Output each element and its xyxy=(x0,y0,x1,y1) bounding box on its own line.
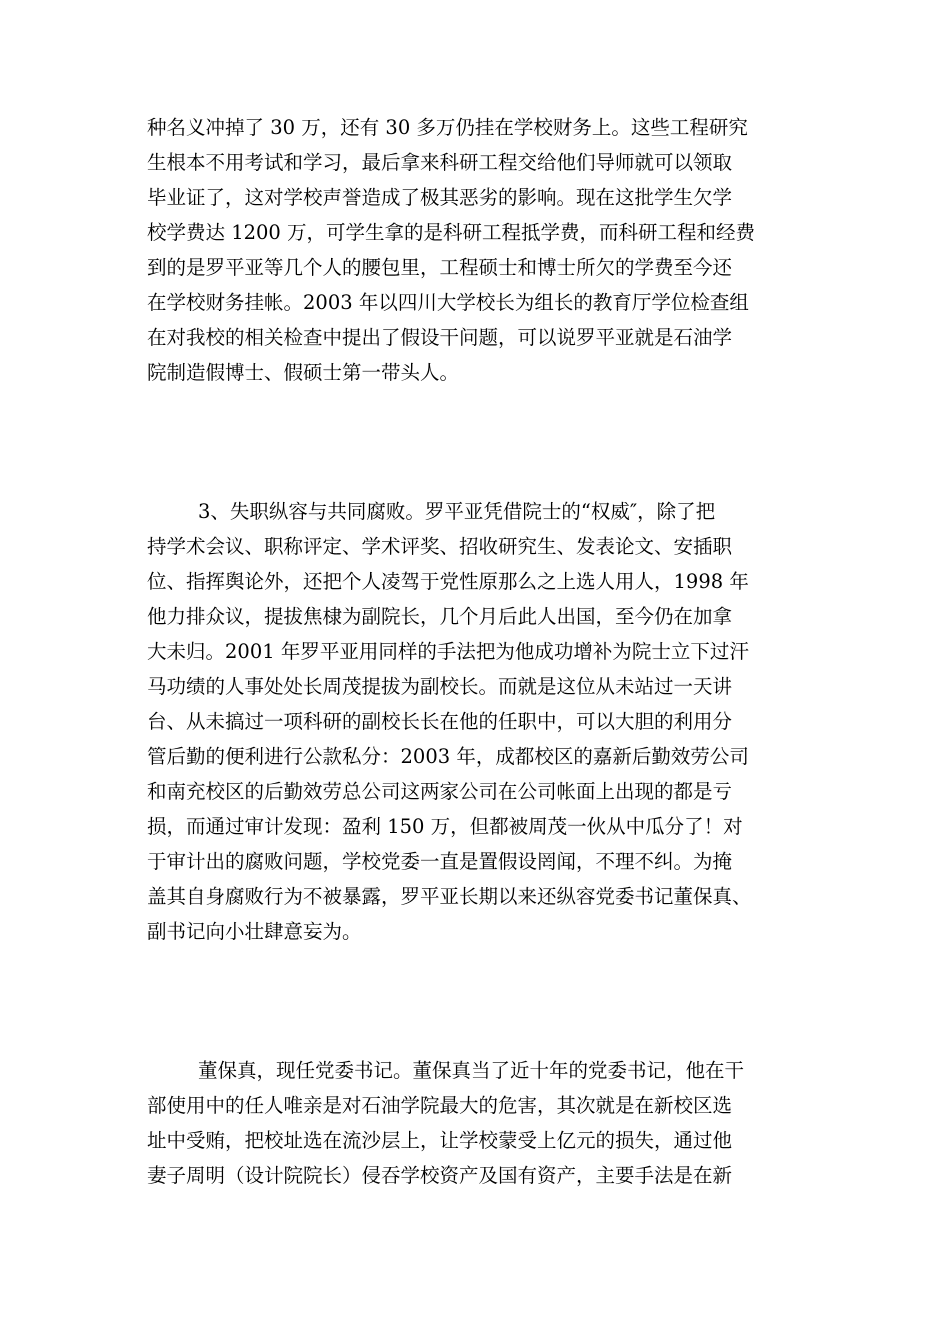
text-line: 损，而通过审计发现：盈利 150 万，但都被周茂一伙从中瓜分了！对 xyxy=(147,815,743,838)
text-line: 大未归。2001 年罗平亚用同样的手法把为他成功增补为院士立下过汗 xyxy=(147,640,749,663)
text-line: 生根本不用考试和学习，最后拿来科研工程交给他们导师就可以领取 xyxy=(147,151,733,174)
text-line: 种名义冲掉了 30 万，还有 30 多万仍挂在学校财务上。这些工程研究 xyxy=(147,116,748,139)
text-line: 院制造假博士、假硕士第一带头人。 xyxy=(147,361,460,384)
text-line: 位、指挥舆论外，还把个人凌驾于党性原那么之上选人用人，1998 年 xyxy=(147,570,749,593)
text-line: 3、失职纵容与共同腐败。罗平亚凭借院士的“权威″，除了把 xyxy=(198,500,716,523)
text-line: 部使用中的任人唯亲是对石油学院最大的危害，其次就是在新校区选 xyxy=(147,1094,733,1117)
text-line: 管后勤的便利进行公款私分：2003 年，成都校区的嘉新后勤效劳公司 xyxy=(147,745,749,768)
text-line: 董保真，现任党委书记。董保真当了近十年的党委书记，他在干 xyxy=(198,1059,745,1082)
text-line: 持学术会议、职称评定、学术评奖、招收研究生、发表论文、安插职 xyxy=(147,535,733,558)
text-line: 在对我校的相关检查中提出了假设干问题，可以说罗平亚就是石油学 xyxy=(147,326,733,349)
text-line: 在学校财务挂帐。2003 年以四川大学校长为组长的教育厅学位检查组 xyxy=(147,291,749,314)
text-line: 副书记向小壮肆意妄为。 xyxy=(147,920,362,943)
text-line: 他力排众议，提拔焦棣为副院长，几个月后此人出国，至今仍在加拿 xyxy=(147,605,733,628)
text-line: 马功绩的人事处处长周茂提拔为副校长。而就是这位从未站过一天讲 xyxy=(147,675,733,698)
text-line: 毕业证了，这对学校声誉造成了极其恶劣的影响。现在这批学生欠学 xyxy=(147,186,733,209)
text-line: 址中受贿，把校址选在流沙层上，让学校蒙受上亿元的损失，通过他 xyxy=(147,1129,733,1152)
text-line: 和南充校区的后勤效劳总公司这两家公司在公司帐面上出现的都是亏 xyxy=(147,780,733,803)
text-line: 妻子周明（设计院院长）侵吞学校资产及国有资产，主要手法是在新 xyxy=(147,1164,733,1187)
text-line: 校学费达 1200 万，可学生拿的是科研工程抵学费，而科研工程和经费 xyxy=(147,221,756,244)
text-line: 台、从未搞过一项科研的副校长长在他的任职中，可以大胆的利用分 xyxy=(147,710,733,733)
text-line: 盖其自身腐败行为不被暴露，罗平亚长期以来还纵容党委书记董保真、 xyxy=(147,885,752,908)
text-line: 于审计出的腐败问题，学校党委一直是置假设罔闻，不理不纠。为掩 xyxy=(147,850,733,873)
text-line: 到的是罗平亚等几个人的腰包里，工程硕士和博士所欠的学费至今还 xyxy=(147,256,733,279)
